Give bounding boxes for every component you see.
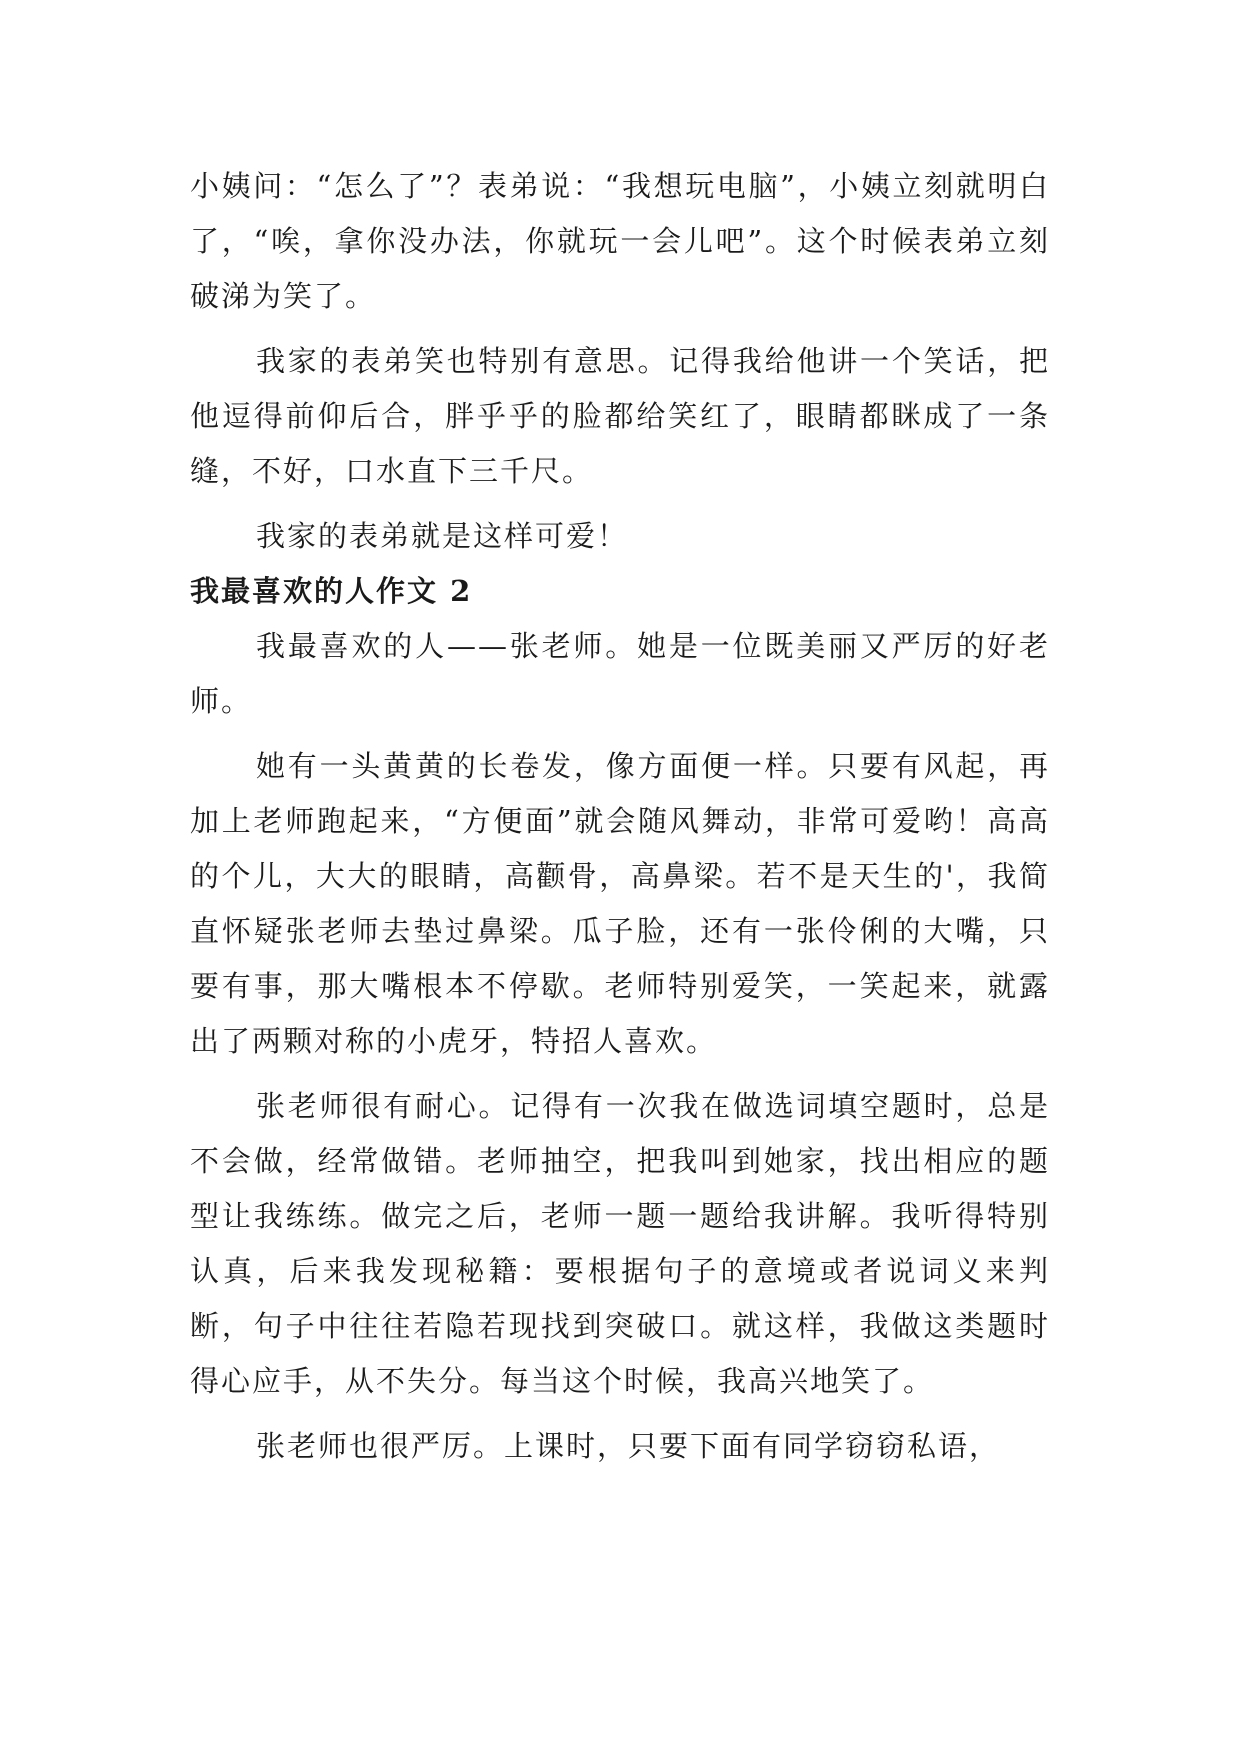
paragraph: 小姨问：“怎么了”？表弟说：“我想玩电脑”，小姨立刻就明白了，“唉，拿你没办法，你就玩一会儿吧”。这个时候表弟立刻破涕为笑了。 xyxy=(190,169,1050,313)
paragraph: 张老师很有耐心。记得有一次我在做选词填空题时，总是不会做，经常做错。老师抽空，把我叫到她家，找出相应的题型让我练练。做完之后，老师一题一题给我讲解。我听得特别认真，后来我发现秘籍：要根据句子的意境或者说词义来判断，句子中往往若隐若现找到突破口。就这样，我做这类题时得心应手，从不失分。每当这个时候，我高兴地笑了。 xyxy=(190,1089,1050,1398)
paragraph: 我最喜欢的人——张老师。她是一位既美丽又严厉的好老师。 xyxy=(190,629,1050,718)
paragraph: 我家的表弟就是这样可爱！ xyxy=(256,519,629,553)
paragraph-gap xyxy=(190,499,1050,509)
paragraph: 张老师也很严厉。上课时，只要下面有同学窃窃私语， xyxy=(256,1429,1001,1463)
paragraph: 我家的表弟笑也特别有意思。记得我给他讲一个笑话，把他逗得前仰后合，胖乎乎的脸都给笑红了，眼睛都眯成了一条缝，不好，口水直下三千尺。 xyxy=(190,344,1050,488)
paragraph-gap xyxy=(190,1069,1050,1079)
paragraph-gap xyxy=(190,729,1050,739)
paragraph-gap xyxy=(190,324,1050,334)
section-heading: 我最喜欢的人作文 2 xyxy=(190,574,473,608)
paragraph: 她有一头黄黄的长卷发，像方面便一样。只要有风起，再加上老师跑起来，“方便面”就会随风舞动，非常可爱哟！高高的个儿，大大的眼睛，高颧骨，高鼻梁。若不是天生的'，我简直怀疑张老师去垫过鼻梁。瓜子脸，还有一张伶俐的大嘴，只要有事，那大嘴根本不停歇。老师特别爱笑，一笑起来，就露出了两颗对称的小虎牙，特招人喜欢。 xyxy=(190,749,1050,1058)
paragraph-gap xyxy=(190,1409,1050,1419)
document-body xyxy=(190,159,1050,1474)
